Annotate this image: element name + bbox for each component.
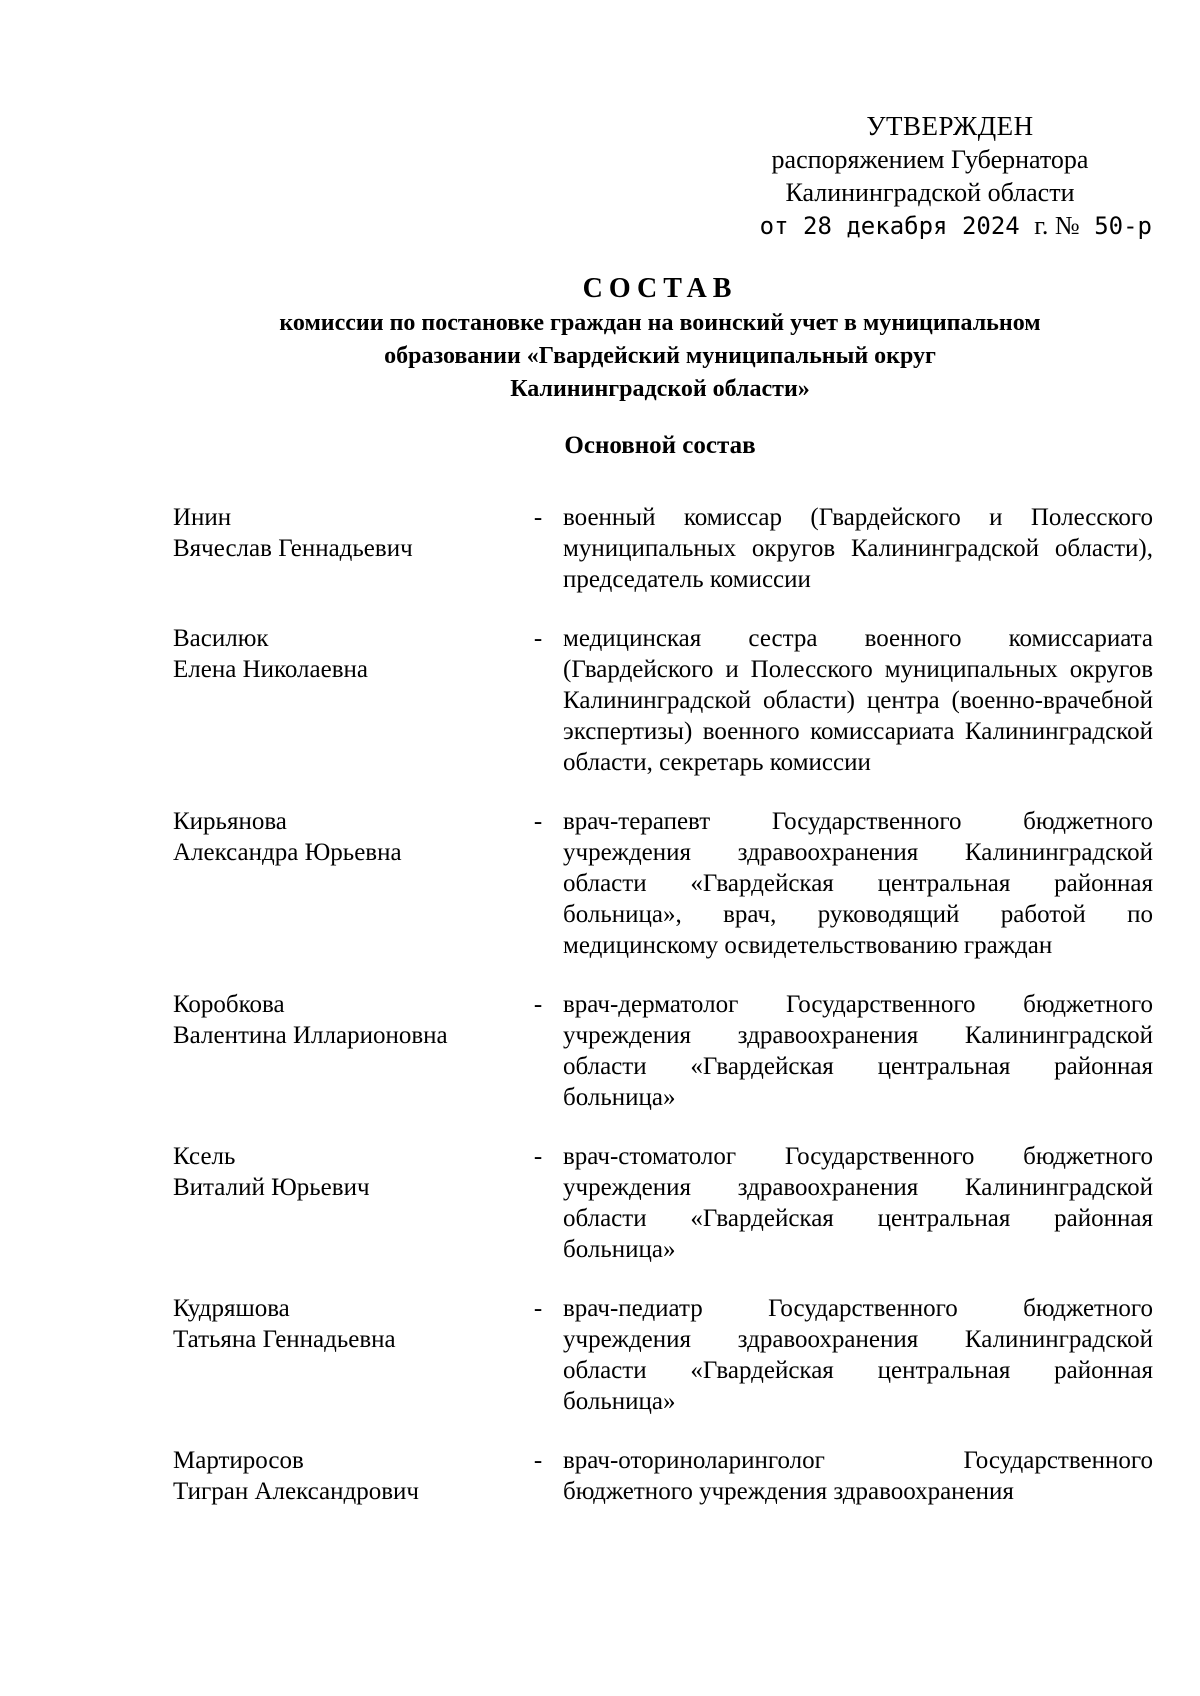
member-surname: Василюк (173, 625, 269, 652)
order-number-label: г. № (1034, 211, 1080, 240)
document-title: СОСТАВ (582, 273, 738, 304)
member-dash: - (533, 504, 543, 531)
member-name (173, 502, 513, 564)
member-role: военный комиссар (Гвардейского и Полесского муниципальных округов Калининградской области), председатель комиссии (563, 504, 1153, 593)
member-entry (173, 1445, 1163, 1507)
member-name (173, 989, 513, 1051)
member-dash: - (533, 808, 543, 835)
member-role: медицинская сестра военного комиссариата (Гвардейского и Полесского муниципальных округов Калининградской области) центра (военно-врачебной экспертизы) военного комиссариата Калининградской области, секретарь комиссии (563, 625, 1153, 776)
document-subtitle-line-3: Калининградской области» (510, 376, 810, 402)
approval-stamp: УТВЕРЖДЕН (866, 111, 1034, 141)
member-given-names: Виталий Юрьевич (173, 1174, 370, 1201)
member-given-names: Елена Николаевна (173, 656, 368, 683)
member-surname: Кудряшова (173, 1295, 290, 1322)
approval-block (700, 110, 1160, 243)
member-role: врач-стоматолог Государственного бюджетного учреждения здравоохранения Калининградской области «Гвардейская центральная районная больница» (563, 1143, 1153, 1263)
member-entry (173, 989, 1163, 1113)
member-surname: Инин (173, 504, 232, 531)
member-name (173, 623, 513, 685)
document-heading (160, 272, 1160, 405)
member-entry (173, 1141, 1163, 1265)
member-given-names: Тигран Александрович (173, 1478, 420, 1505)
members-list (173, 502, 1163, 1535)
member-role: врач-дерматолог Государственного бюджетного учреждения здравоохранения Калининградской области «Гвардейская центральная районная больница» (563, 991, 1153, 1111)
member-entry (173, 623, 1163, 778)
approval-date-line (700, 209, 1160, 243)
member-entry (173, 1293, 1163, 1417)
member-dash: - (533, 625, 543, 652)
member-role: врач-терапевт Государственного бюджетного учреждения здравоохранения Калининградской области «Гвардейская центральная районная больница», врач, руководящий работой по медицинскому освидетельствованию граждан (563, 808, 1153, 959)
member-name (173, 1141, 513, 1203)
date-prefix: от (759, 212, 789, 240)
member-given-names: Вячеслав Геннадьевич (173, 535, 413, 562)
member-surname: Коробкова (173, 991, 285, 1018)
member-entry (173, 806, 1163, 961)
member-given-names: Александра Юрьевна (173, 839, 402, 866)
order-number: 50-р (1094, 212, 1152, 240)
member-surname: Мартиросов (173, 1447, 304, 1474)
member-surname: Кирьянова (173, 808, 287, 835)
member-dash: - (533, 1295, 543, 1322)
member-dash: - (533, 991, 543, 1018)
member-entry (173, 502, 1163, 595)
member-dash: - (533, 1447, 543, 1474)
section-title: Основной состав (564, 432, 756, 459)
member-name (173, 1445, 513, 1507)
order-date: 28 декабря 2024 (803, 212, 1020, 240)
member-surname: Ксель (173, 1143, 236, 1170)
member-role: врач-педиатр Государственного бюджетного учреждения здравоохранения Калининградской области «Гвардейская центральная районная больница» (563, 1295, 1153, 1415)
member-dash: - (533, 1143, 543, 1170)
member-name (173, 1293, 513, 1355)
member-role: врач-оториноларинголог Государственного бюджетного учреждения здравоохранения (563, 1447, 1153, 1505)
document-subtitle-line-1: комиссии по постановке граждан на воинский учет в муниципальном (279, 310, 1041, 336)
member-given-names: Валентина Илларионовна (173, 1022, 448, 1049)
document-subtitle-line-2: образовании «Гвардейский муниципальный округ (384, 343, 936, 369)
approval-line-2: Калининградской области (785, 178, 1075, 207)
approval-line-1: распоряжением Губернатора (771, 145, 1089, 174)
member-given-names: Татьяна Геннадьевна (173, 1326, 396, 1353)
member-name (173, 806, 513, 868)
